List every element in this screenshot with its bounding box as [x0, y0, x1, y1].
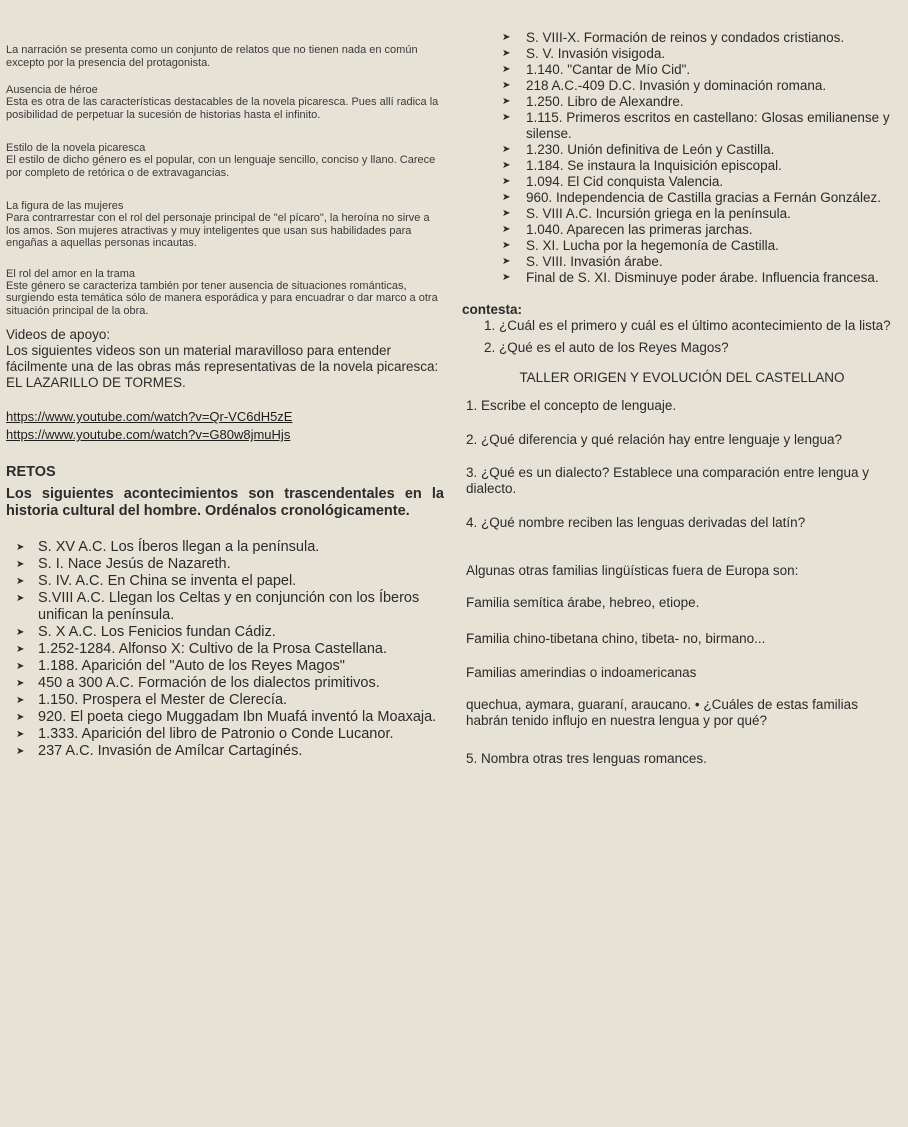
question: 1. Escribe el concepto de lenguaje. [466, 398, 677, 413]
contesta-heading: contesta: [462, 302, 523, 317]
list-item: ➤ 1.252-1284. Alfonso X: Cultivo de la Prosa Castellana. [6, 641, 444, 658]
question: 5. Nombra otras tres lenguas romances. [466, 751, 707, 766]
events-list-right [462, 30, 902, 286]
video-link[interactable]: https://www.youtube.com/watch?v=G80w8jmuHjs [6, 427, 291, 442]
events-list-left [6, 539, 444, 760]
right-column [462, 0, 902, 767]
list-item: ➤ S. V. Invasión visigoda. [462, 46, 902, 62]
list-item: ➤ S. IV. A.C. En China se inventa el papel. [6, 573, 444, 590]
contesta-item: 2. ¿Qué es el auto de los Reyes Magos? [484, 340, 729, 355]
retos-heading: RETOS [6, 464, 56, 480]
section-heading: El rol del amor en la trama [6, 267, 135, 280]
list-item: ➤ S. XV A.C. Los Íberos llegan a la península. [6, 539, 444, 556]
section-heading: Estilo de la novela picaresca [6, 142, 146, 154]
question: 3. ¿Qué es un dialecto? Establece una comparación entre lengua y dialecto. [466, 465, 870, 496]
list-item: ➤ S.VIII A.C. Llegan los Celtas y en conjunción con los Íberos unifican la península. [6, 590, 444, 624]
family-item: Familias amerindias o indoamericanas [466, 665, 697, 680]
family-item: Familia chino-tibetana chino, tibeta- no, birmano... [466, 631, 766, 646]
video-link[interactable]: https://www.youtube.com/watch?v=Qr-VC6dH5zE [6, 409, 293, 424]
section-text: Para contrarrestar con el rol del personaje principal de "el pícaro", la heroína no sirve a los amos. Son mujeres atractivas y muy inteligentes que usan sus habilidades para engañas a aquellas personas incautas. [6, 212, 430, 249]
list-item: ➤ 1.140. "Cantar de Mío Cid". [462, 62, 902, 78]
videos-text: Los siguientes videos son un material maravilloso para entender fácilmente una de las obras más representativas de la novela picaresca: EL LAZARILLO DE TORMES. [6, 343, 439, 390]
list-item: ➤ S. VIII. Invasión árabe. [462, 254, 902, 270]
list-item: ➤ S. I. Nace Jesús de Nazareth. [6, 556, 444, 573]
list-item: ➤ 1.115. Primeros escritos en castellano: Glosas emilianense y silense. [462, 110, 902, 142]
list-item: ➤ S. VIII-X. Formación de reinos y condados cristianos. [462, 30, 902, 46]
question: 2. ¿Qué diferencia y qué relación hay entre lenguaje y lengua? [466, 432, 842, 447]
list-item: ➤ 1.333. Aparición del libro de Patronio o Conde Lucanor. [6, 726, 444, 743]
taller-title: TALLER ORIGEN Y EVOLUCIÓN DEL CASTELLANO [519, 370, 845, 385]
list-item: ➤ Final de S. XI. Disminuye poder árabe. Influencia francesa. [462, 270, 902, 286]
list-item: ➤ S. X A.C. Los Fenicios fundan Cádiz. [6, 624, 444, 641]
question: 4. ¿Qué nombre reciben las lenguas derivadas del latín? [466, 515, 806, 530]
list-item: ➤ 920. El poeta ciego Muggadam Ibn Muafá inventó la Moaxaja. [6, 709, 444, 726]
intro-text: La narración se presenta como un conjunto de relatos que no tienen nada en común excepto por la presencia del protagonista. [6, 44, 418, 69]
list-item: ➤ 1.184. Se instaura la Inquisición episcopal. [462, 158, 902, 174]
list-item: ➤ 960. Independencia de Castilla gracias a Fernán González. [462, 190, 902, 206]
list-item: ➤ 1.094. El Cid conquista Valencia. [462, 174, 902, 190]
section-heading: La figura de las mujeres [6, 200, 124, 212]
list-item: ➤ S. VIII A.C. Incursión griega en la península. [462, 206, 902, 222]
list-item: ➤ 1.230. Unión definitiva de León y Castilla. [462, 142, 902, 158]
list-item: ➤ 450 a 300 A.C. Formación de los dialectos primitivos. [6, 675, 444, 692]
families-heading: Algunas otras familias lingüísticas fuera de Europa son: [466, 563, 799, 578]
list-item: ➤ 237 A.C. Invasión de Amílcar Cartaginés. [6, 743, 444, 760]
family-item: Familia semítica árabe, hebreo, etiope. [466, 595, 700, 610]
list-item: ➤ 1.040. Aparecen las primeras jarchas. [462, 222, 902, 238]
list-item: ➤ 1.188. Aparición del "Auto de los Reyes Magos" [6, 658, 444, 675]
list-item: ➤ 218 A.C.-409 D.C. Invasión y dominación romana. [462, 78, 902, 94]
retos-text: Los siguientes acontecimientos son trascendentales en la historia cultural del hombre. Ordénalos cronológicamente. [6, 486, 444, 519]
section-text: Este género se caracteriza también por tener ausencia de situaciones románticas, surgiendo esta temática sólo de manera esporádica y para encuadrar o dar marco a otra situación principal de la obra. [6, 279, 438, 317]
list-item: ➤ 1.150. Prospera el Mester de Clerecía. [6, 692, 444, 709]
family-item: quechua, aymara, guaraní, araucano. • ¿Cuáles de estas familias habrán tenido influjo en nuestra lengua y por qué? [466, 697, 858, 728]
list-item: ➤ 1.250. Libro de Alexandre. [462, 94, 902, 110]
section-text: Esta es otra de las características destacables de la novela picaresca. Pues allí radica la posibilidad de perpetuar la sucesión de historias hasta el infinito. [6, 96, 439, 121]
section-heading: Ausencia de héroe [6, 84, 98, 96]
contesta-item: 1. ¿Cuál es el primero y cuál es el último acontecimiento de la lista? [484, 318, 891, 333]
section-text: El estilo de dicho género es el popular, con un lenguaje sencillo, conciso y llano. Carece por completo de retórica o de extravagancias. [6, 154, 436, 179]
videos-heading: Videos de apoyo: [6, 327, 111, 342]
list-item: ➤ S. XI. Lucha por la hegemonía de Castilla. [462, 238, 902, 254]
left-column [6, 0, 444, 760]
